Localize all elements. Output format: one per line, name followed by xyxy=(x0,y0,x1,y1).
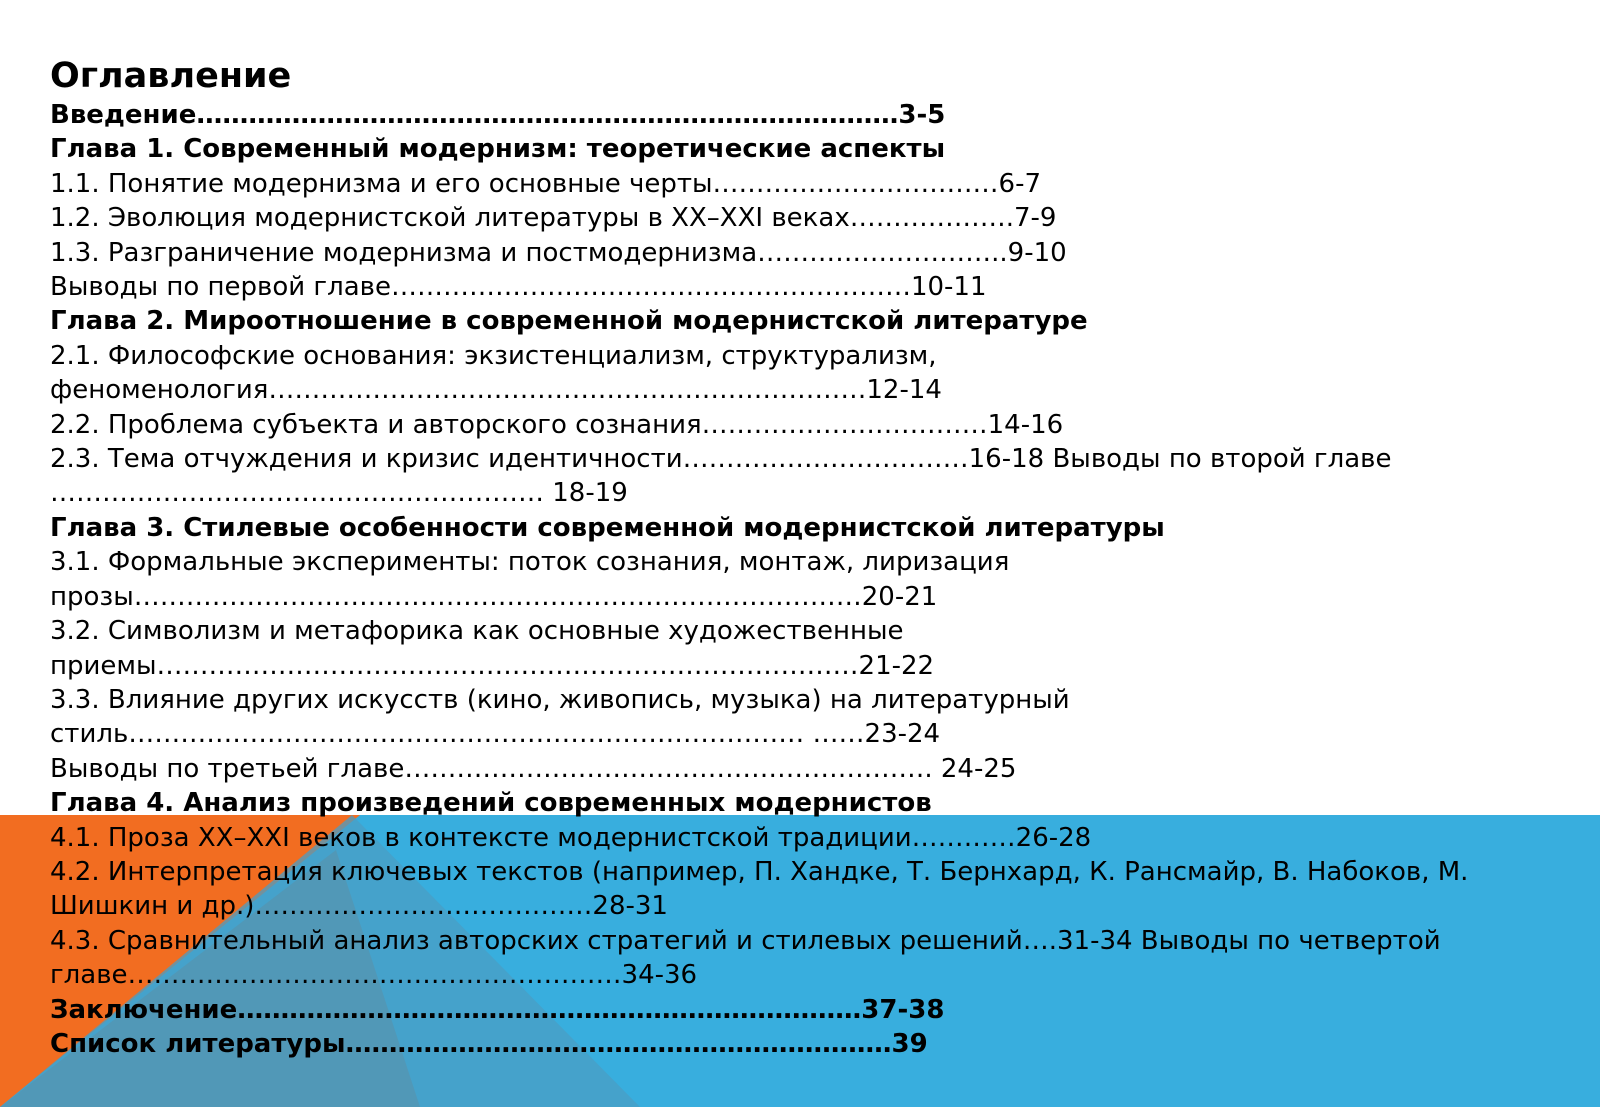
toc-entry-line: ………………………………………………… 18-19 xyxy=(50,478,628,509)
toc-entry-line: 3.2. Символизм и метафорика как основные художественные xyxy=(50,616,904,647)
toc-list xyxy=(50,98,1570,1061)
toc-entry-line: 3.3. Влияние других искусств (кино, живопись, музыка) на литературный xyxy=(50,684,1070,715)
toc-title: Оглавление xyxy=(50,56,292,96)
toc-heading-line: Глава 3. Стилевые особенности современной модернистской литературы xyxy=(50,512,1165,543)
toc-entry-line: 1.1. Понятие модернизма и его основные черты……………………………6-7 xyxy=(50,168,1042,199)
toc-heading-line: Список литературы………………………………………………………39 xyxy=(50,1028,928,1059)
toc-entry-line: 2.3. Тема отчуждения и кризис идентичности……………………………16-18 Выводы по второй главе xyxy=(50,444,1392,475)
toc-entry-line: 2.2. Проблема субъекта и авторского сознания……………………………14-16 xyxy=(50,409,1064,440)
toc-heading-line: Введение………………………………………………………………………3-5 xyxy=(50,100,946,130)
toc-entry-line: 4.1. Проза XX–XXI веков в контексте модернистской традиции…………26-28 xyxy=(50,822,1092,853)
toc-entry-line: 1.3. Разграничение модернизма и постмодернизма………………………..9-10 xyxy=(50,237,1067,268)
toc-heading-line: Заключение………………………………………………………………37-38 xyxy=(50,994,945,1025)
toc-entry-line: главе…………………………………………………34-36 xyxy=(50,960,698,991)
toc-entry-line: Выводы по первой главе……………………………………………………10-11 xyxy=(50,272,987,303)
toc-entry-line: 3.1. Формальные эксперименты: поток сознания, монтаж, лиризация xyxy=(50,547,1010,578)
toc-heading-line: Глава 4. Анализ произведений современных модернистов xyxy=(50,788,932,819)
toc-heading-line: Глава 2. Мироотношение в современной модернистской литературе xyxy=(50,306,1088,337)
table-of-contents xyxy=(50,54,1570,1061)
toc-entry-line: 2.1. Философские основания: экзистенциализм, структурализм, xyxy=(50,340,937,371)
toc-entry-line: Шишкин и др.)…………………………………28-31 xyxy=(50,891,668,922)
toc-entry-line: 4.3. Сравнительный анализ авторских стратегий и стилевых решений….31-34 Выводы по четвертой xyxy=(50,925,1441,956)
toc-entry-line: Выводы по третьей главе……………………………………………………. 24-25 xyxy=(50,753,1017,784)
toc-entry-line: приемы………………………………………………………………………21-22 xyxy=(50,650,935,681)
toc-entry-line: стиль…………………………………………………………………… ……23-24 xyxy=(50,719,941,750)
toc-entry-line: 1.2. Эволюция модернистской литературы в XX–XXI веках……………….7-9 xyxy=(50,203,1057,234)
toc-heading-line: Глава 1. Современный модернизм: теоретические аспекты xyxy=(50,134,946,165)
toc-entry-line: 4.2. Интерпретация ключевых текстов (например, П. Хандке, Т. Бернхард, К. Рансмайр, В. Набоков, М. xyxy=(50,856,1469,887)
toc-entry-line: прозы…………………………………………………………………………20-21 xyxy=(50,581,938,612)
toc-entry-line: феноменология……………………………………………………………12-14 xyxy=(50,375,942,406)
